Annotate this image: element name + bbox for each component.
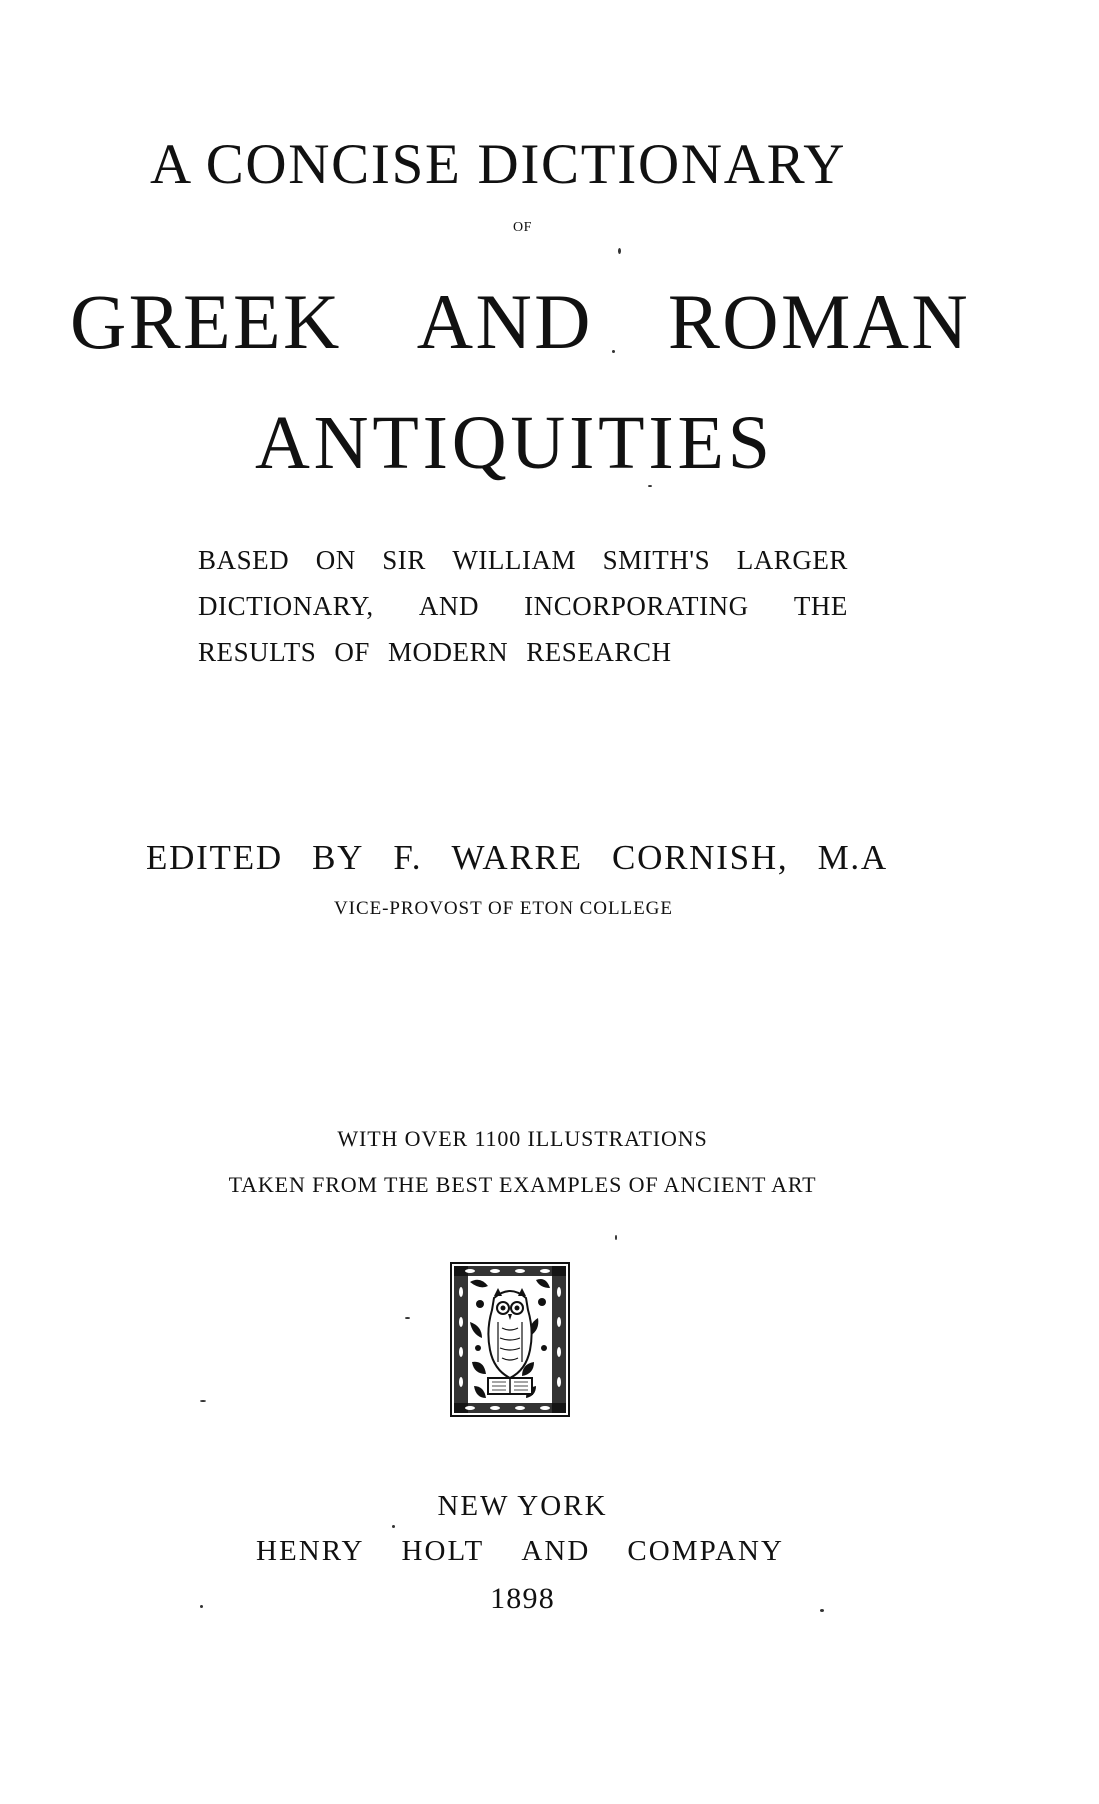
title-word: AND: [416, 278, 593, 365]
subtitle-word: SMITH'S: [602, 545, 711, 575]
owl-printers-mark-icon: [450, 1262, 570, 1417]
ink-speck: [820, 1609, 824, 1612]
ink-speck: [405, 1317, 410, 1319]
imprint-city: NEW YORK: [437, 1490, 608, 1522]
editor-word: F.: [393, 838, 423, 877]
title-word: GREEK: [70, 278, 342, 365]
title-word: ROMAN: [667, 278, 970, 365]
editor-word: WARRE: [451, 838, 583, 877]
subtitle-word: LARGER: [736, 545, 848, 575]
subtitle-word: DICTIONARY,: [198, 591, 374, 621]
ink-speck: [612, 350, 615, 353]
imprint-year: 1898: [490, 1582, 555, 1615]
editor-word: M.A: [817, 838, 888, 877]
subtitle-word: MODERN: [387, 637, 509, 667]
editor-office: VICE-PROVOST OF ETON COLLEGE: [334, 898, 673, 919]
publisher-word: HENRY: [256, 1535, 365, 1567]
ink-speck: [615, 1235, 617, 1240]
editor-line: [146, 838, 888, 878]
title-line-3: ANTIQUITIES: [255, 401, 774, 485]
subtitle-word: SIR: [382, 545, 426, 575]
subtitle-line-1: [198, 545, 848, 576]
editor-word: BY: [312, 838, 365, 877]
subtitle-word: AND: [418, 591, 479, 621]
illustrations-line-1: WITH OVER 1100 ILLUSTRATIONS: [337, 1126, 708, 1151]
subtitle-line-2: [198, 591, 848, 622]
title-line-1: A CONCISE DICTIONARY: [150, 133, 847, 196]
ink-speck: [648, 485, 652, 487]
subtitle-word: ON: [315, 545, 356, 575]
ink-speck: [200, 1400, 206, 1402]
ink-speck: [200, 1605, 203, 1608]
editor-word: EDITED: [146, 838, 283, 877]
imprint-publisher: [256, 1535, 784, 1568]
ink-speck: [392, 1525, 395, 1528]
subtitle-word: OF: [334, 637, 370, 667]
publisher-word: HOLT: [401, 1535, 485, 1567]
subtitle-word: THE: [793, 591, 848, 621]
subtitle-word: RESEARCH: [526, 637, 672, 667]
publisher-word: AND: [521, 1535, 591, 1567]
subtitle-word: RESULTS: [198, 637, 317, 667]
subtitle-word: INCORPORATING: [524, 591, 749, 621]
subtitle-word: BASED: [198, 545, 290, 575]
subtitle-line-3: [198, 637, 848, 668]
title-line-2: [70, 277, 970, 367]
subtitle-word: WILLIAM: [452, 545, 577, 575]
editor-word: CORNISH,: [611, 838, 789, 877]
title-of: OF: [512, 220, 533, 235]
illustrations-line-2: TAKEN FROM THE BEST EXAMPLES OF ANCIENT ART: [228, 1172, 817, 1197]
publisher-word: COMPANY: [627, 1535, 784, 1567]
ink-speck: [618, 248, 621, 254]
